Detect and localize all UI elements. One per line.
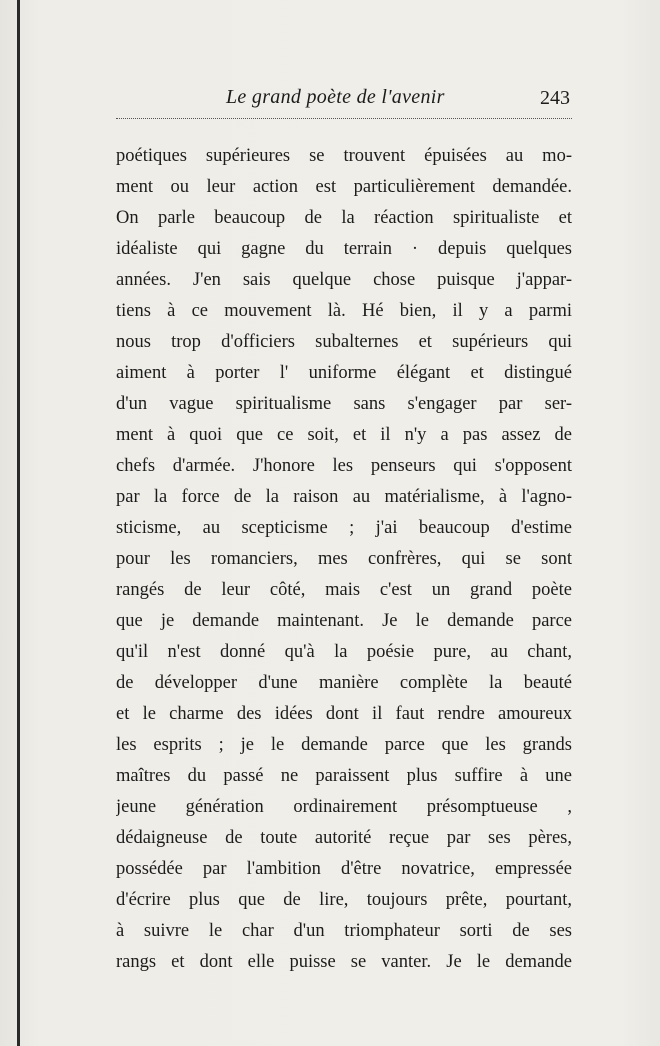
text-line: d'un vague spiritualisme sans s'engager par ser-	[116, 394, 572, 414]
text-line: ment à quoi que ce soit, et il n'y a pas assez de	[116, 425, 572, 445]
text-line: idéaliste qui gagne du terrain · depuis quelques	[116, 239, 572, 259]
text-line: On parle beaucoup de la réaction spiritualiste et	[116, 208, 572, 228]
text-line: rangés de leur côté, mais c'est un grand poète	[116, 580, 572, 600]
text-line: jeune génération ordinairement présomptueuse ,	[116, 797, 572, 817]
text-line: années. J'en sais quelque chose puisque j'appar-	[116, 270, 572, 290]
text-line: sticisme, au scepticisme ; j'ai beaucoup d'estime	[116, 518, 572, 538]
page-edge-rule	[17, 0, 20, 1046]
page-header	[116, 86, 572, 122]
text-line: ment ou leur action est particulièrement demandée.	[116, 177, 572, 197]
text-line: qu'il n'est donné qu'à la poésie pure, au chant,	[116, 642, 572, 662]
text-line: les esprits ; je le demande parce que les grands	[116, 735, 572, 755]
text-line: tiens à ce mouvement là. Hé bien, il y a parmi	[116, 301, 572, 321]
text-line: par la force de la raison au matérialisme, à l'agno-	[116, 487, 572, 507]
text-line: chefs d'armée. J'honore les penseurs qui s'opposent	[116, 456, 572, 476]
text-line: de développer d'une manière complète la beauté	[116, 673, 572, 693]
header-divider	[116, 118, 572, 119]
text-line: et le charme des idées dont il faut rendre amoureux	[116, 704, 572, 724]
text-line: nous trop d'officiers subalternes et supérieurs qui	[116, 332, 572, 352]
text-line: aiment à porter l' uniforme élégant et distingué	[116, 363, 572, 383]
running-title: Le grand poète de l'avenir	[226, 86, 445, 108]
text-line: que je demande maintenant. Je le demande parce	[116, 611, 572, 631]
text-line: possédée par l'ambition d'être novatrice, empressée	[116, 859, 572, 879]
text-line: poétiques supérieures se trouvent épuisées au mo-	[116, 146, 572, 166]
text-line: d'écrire plus que de lire, toujours prête, pourtant,	[116, 890, 572, 910]
text-line: à suivre le char d'un triomphateur sorti de ses	[116, 921, 572, 941]
text-line: maîtres du passé ne paraissent plus suffire à une	[116, 766, 572, 786]
text-line: rangs et dont elle puisse se vanter. Je le demande	[116, 952, 572, 972]
text-line: dédaigneuse de toute autorité reçue par ses pères,	[116, 828, 572, 848]
body-text	[116, 141, 572, 978]
page-number: 243	[540, 87, 570, 109]
text-line: pour les romanciers, mes confrères, qui se sont	[116, 549, 572, 569]
